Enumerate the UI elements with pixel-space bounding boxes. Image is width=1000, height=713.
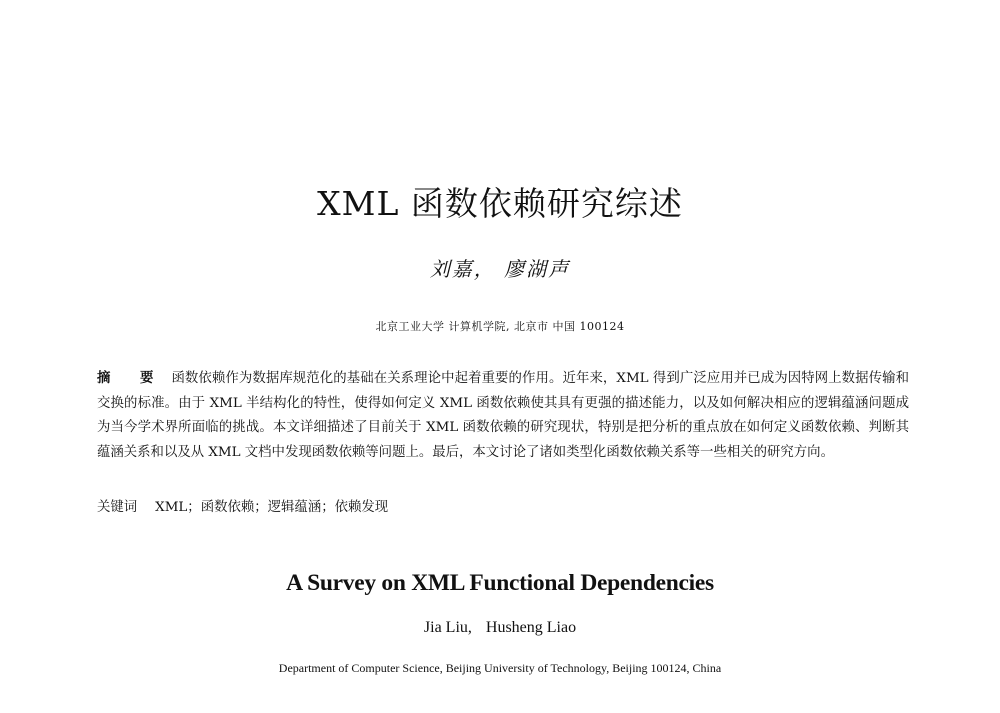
author-en-1: Jia Liu,	[423, 619, 472, 636]
keywords-label: 关键词	[97, 500, 138, 515]
affiliation-cn: 北京工业大学 计算机学院, 北京市 中国 100124	[375, 320, 625, 333]
affiliation-en: Department of Computer Science, Beijing University of Technology, Beijing 100124, China	[278, 661, 722, 675]
abstract-label: 摘 要	[97, 370, 162, 386]
authors-en	[0, 619, 1000, 637]
abstract-cn	[97, 366, 909, 465]
paper-title-en: A Survey on XML Functional Dependencies	[286, 570, 714, 596]
paper-title-cn: XML 函数依赖研究综述	[317, 184, 683, 223]
author-en-2: Husheng Liao	[485, 619, 577, 636]
abstract-text: 函数依赖作为数据库规范化的基础在关系理论中起着重要的作用。近年来，XML 得到广泛应用并已成为因特网上数据传输和交换的标准。由于 XML 半结构化的特性，使得如何定义 XML 函数依赖使其具有更强的描述能力，以及如何解决相应的逻辑蕴涵问题成为当今学术界所面临的挑战。本文详细描述了目前关于 XML 函数依赖的研究现状，特别是把分析的重点放在如何定义函数依赖、判断其蕴涵关系和以及从 XML 文档中发现函数依赖等问题上。最后，本文讨论了诸如类型化函数依赖关系等一些相关的研究方向。	[97, 371, 909, 460]
keywords-text: XML；函数依赖；逻辑蕴涵；依赖发现	[155, 500, 389, 515]
authors-cn: 刘嘉， 廖湖声	[429, 257, 571, 281]
keywords-cn	[97, 496, 909, 520]
